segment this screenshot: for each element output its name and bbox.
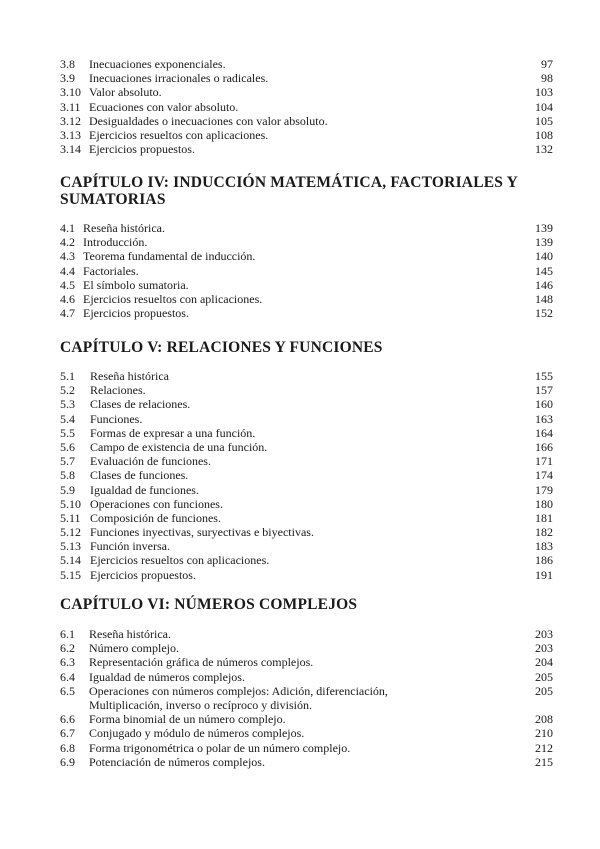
entry-title: Operaciones con números complejos: Adición, diferenciación, bbox=[89, 683, 388, 698]
toc-entry bbox=[0, 71, 600, 85]
chapter-title bbox=[60, 174, 540, 208]
entry-page: 203 bbox=[535, 641, 553, 656]
entry-page: 210 bbox=[535, 726, 553, 741]
entry-number: 5.7 bbox=[60, 454, 75, 469]
toc-entry bbox=[0, 726, 600, 740]
toc-entry bbox=[0, 670, 600, 684]
entry-page: 183 bbox=[535, 539, 553, 554]
toc-entry bbox=[0, 525, 600, 539]
entry-title: Igualdad de funciones. bbox=[90, 482, 199, 497]
entry-number: 5.3 bbox=[60, 397, 75, 412]
entry-title: Inecuaciones exponenciales. bbox=[89, 57, 226, 71]
entry-number: 4.2 bbox=[60, 235, 75, 250]
entry-page: 208 bbox=[535, 712, 553, 727]
entry-page: 174 bbox=[535, 468, 553, 483]
toc-entry bbox=[0, 454, 600, 468]
entry-title: Valor absoluto. bbox=[89, 85, 162, 100]
toc-section-6 bbox=[0, 627, 600, 769]
entry-title: Desigualdades o inecuaciones con valor absoluto. bbox=[89, 113, 328, 128]
toc-section-5 bbox=[0, 369, 600, 582]
entry-number: 6.2 bbox=[60, 641, 75, 656]
entry-page: 203 bbox=[535, 627, 553, 641]
entry-number: 5.11 bbox=[60, 510, 81, 525]
entry-number: 5.6 bbox=[60, 439, 75, 454]
chapter-title-line: CAPÍTULO V: RELACIONES Y FUNCIONES bbox=[60, 339, 383, 356]
entry-page: 215 bbox=[535, 754, 553, 769]
toc-entry bbox=[0, 483, 600, 497]
toc-section-3-continued bbox=[0, 57, 600, 156]
entry-title: Clases de funciones. bbox=[90, 468, 189, 483]
entry-number: 3.14 bbox=[60, 142, 81, 157]
entry-title: Composición de funciones. bbox=[90, 510, 221, 525]
entry-title: Inecuaciones irracionales o radicales. bbox=[89, 71, 269, 86]
entry-number: 5.2 bbox=[60, 383, 75, 398]
toc-entry bbox=[0, 306, 600, 320]
entry-number: 3.13 bbox=[60, 127, 81, 142]
entry-number: 6.1 bbox=[60, 627, 75, 641]
entry-title: Forma binomial de un número complejo. bbox=[89, 712, 286, 727]
toc-entry bbox=[0, 553, 600, 567]
entry-title: Ejercicios propuestos. bbox=[83, 306, 189, 321]
chapter-title-line: CAPÍTULO IV: INDUCCIÓN MATEMÁTICA, FACTORIALES Y bbox=[60, 174, 518, 191]
toc-entry bbox=[0, 235, 600, 249]
entry-page: 212 bbox=[535, 740, 553, 755]
toc-entry bbox=[0, 655, 600, 669]
entry-title: Relaciones. bbox=[90, 383, 146, 398]
entry-title: Reseña histórica. bbox=[83, 221, 165, 235]
entry-page: 171 bbox=[535, 454, 553, 469]
entry-number: 5.1 bbox=[60, 369, 75, 383]
entry-title: Ecuaciones con valor absoluto. bbox=[89, 99, 239, 114]
entry-number: 3.10 bbox=[60, 85, 81, 100]
toc-entry bbox=[0, 369, 600, 383]
entry-number: 6.4 bbox=[60, 669, 75, 684]
entry-number: 6.8 bbox=[60, 740, 75, 755]
toc-entry bbox=[0, 264, 600, 278]
toc-entry bbox=[0, 57, 600, 71]
toc-entry bbox=[0, 249, 600, 263]
entry-number: 3.12 bbox=[60, 113, 81, 128]
entry-title: Conjugado y módulo de números complejos. bbox=[89, 726, 305, 741]
entry-page: 145 bbox=[535, 263, 553, 278]
entry-title: Igualdad de números complejos. bbox=[89, 669, 245, 684]
entry-title: Representación gráfica de números complejos. bbox=[89, 655, 314, 670]
entry-number: 3.8 bbox=[60, 57, 75, 71]
entry-number: 6.5 bbox=[60, 683, 75, 698]
toc-entry bbox=[0, 755, 600, 769]
entry-page: 166 bbox=[535, 439, 553, 454]
entry-number: 5.10 bbox=[60, 496, 81, 511]
toc-entry bbox=[0, 568, 600, 582]
entry-title: Operaciones con funciones. bbox=[90, 496, 223, 511]
entry-page: 105 bbox=[535, 113, 553, 128]
toc-entry bbox=[0, 539, 600, 553]
entry-title: El símbolo sumatoria. bbox=[83, 277, 189, 292]
entry-page: 179 bbox=[535, 482, 553, 497]
entry-title: Función inversa. bbox=[90, 539, 170, 554]
entry-title: Formas de expresar a una función. bbox=[90, 425, 256, 440]
toc-entry bbox=[0, 641, 600, 655]
entry-page: 155 bbox=[535, 369, 553, 383]
entry-page: 164 bbox=[535, 425, 553, 440]
entry-page: 103 bbox=[535, 85, 553, 100]
entry-number: 4.6 bbox=[60, 291, 75, 306]
toc-entry bbox=[0, 627, 600, 641]
entry-page: 152 bbox=[535, 306, 553, 321]
toc-entry bbox=[0, 412, 600, 426]
entry-page: 205 bbox=[535, 683, 553, 698]
entry-number: 3.11 bbox=[60, 99, 81, 114]
toc-entry bbox=[0, 426, 600, 440]
toc-entry bbox=[0, 440, 600, 454]
entry-page: 104 bbox=[535, 99, 553, 114]
toc-entry bbox=[0, 511, 600, 525]
chapter-title bbox=[60, 339, 540, 356]
entry-page: 186 bbox=[535, 553, 553, 568]
entry-title: Reseña histórica. bbox=[89, 627, 171, 641]
entry-number: 4.5 bbox=[60, 277, 75, 292]
entry-number: 5.15 bbox=[60, 567, 81, 582]
entry-number: 5.13 bbox=[60, 539, 81, 554]
entry-title: Funciones. bbox=[90, 411, 143, 426]
entry-title: Ejercicios resueltos con aplicaciones. bbox=[83, 291, 263, 306]
entry-title: Número complejo. bbox=[89, 641, 179, 656]
entry-page: 97 bbox=[541, 57, 553, 71]
entry-page: 146 bbox=[535, 277, 553, 292]
entry-number: 5.14 bbox=[60, 553, 81, 568]
entry-page: 163 bbox=[535, 411, 553, 426]
entry-title: Potenciación de números complejos. bbox=[89, 754, 265, 769]
entry-page: 191 bbox=[535, 567, 553, 582]
entry-page: 139 bbox=[535, 221, 553, 235]
toc-entry bbox=[0, 85, 600, 99]
entry-page: 204 bbox=[535, 655, 553, 670]
chapter-title bbox=[60, 596, 540, 613]
entry-title: Ejercicios propuestos. bbox=[90, 567, 196, 582]
entry-page: 132 bbox=[535, 142, 553, 157]
entry-page: 139 bbox=[535, 235, 553, 250]
entry-title: Funciones inyectivas, suryectivas e biyectivas. bbox=[90, 525, 314, 540]
entry-title: Introducción. bbox=[83, 235, 148, 250]
entry-number: 3.9 bbox=[60, 71, 75, 86]
entry-number: 6.9 bbox=[60, 754, 75, 769]
entry-title: Factoriales. bbox=[83, 263, 139, 278]
entry-number: 5.9 bbox=[60, 482, 75, 497]
entry-number: 5.12 bbox=[60, 525, 81, 540]
entry-page: 205 bbox=[535, 669, 553, 684]
entry-number: 6.3 bbox=[60, 655, 75, 670]
toc-entry-continuation bbox=[0, 698, 600, 712]
toc-entry bbox=[0, 712, 600, 726]
entry-title: Campo de existencia de una función. bbox=[90, 439, 268, 454]
entry-title: Forma trigonométrica o polar de un número complejo. bbox=[89, 740, 351, 755]
entry-page: 157 bbox=[535, 383, 553, 398]
entry-title: Ejercicios propuestos. bbox=[89, 142, 195, 157]
toc-entry bbox=[0, 128, 600, 142]
toc-entry bbox=[0, 741, 600, 755]
entry-title: Reseña histórica bbox=[90, 369, 169, 383]
entry-page: 180 bbox=[535, 496, 553, 511]
toc-entry bbox=[0, 142, 600, 156]
entry-number: 4.4 bbox=[60, 263, 75, 278]
toc-entry bbox=[0, 397, 600, 411]
entry-page: 160 bbox=[535, 397, 553, 412]
toc-entry bbox=[0, 468, 600, 482]
chapter-title-line: CAPÍTULO VI: NÚMEROS COMPLEJOS bbox=[60, 596, 358, 613]
toc-entry bbox=[0, 114, 600, 128]
toc-entry bbox=[0, 292, 600, 306]
entry-title: Ejercicios resueltos con aplicaciones. bbox=[90, 553, 270, 568]
entry-title: Clases de relaciones. bbox=[90, 397, 191, 412]
entry-page: 181 bbox=[535, 510, 553, 525]
entry-title: Evaluación de funciones. bbox=[90, 454, 211, 469]
entry-title-continuation: Multiplicación, inverso o recíproco y división. bbox=[89, 697, 312, 712]
entry-number: 4.1 bbox=[60, 221, 75, 235]
entry-page: 140 bbox=[535, 249, 553, 264]
entry-page: 148 bbox=[535, 291, 553, 306]
entry-number: 5.5 bbox=[60, 425, 75, 440]
entry-number: 6.7 bbox=[60, 726, 75, 741]
toc-entry bbox=[0, 497, 600, 511]
toc-section-4 bbox=[0, 221, 600, 320]
entry-number: 6.6 bbox=[60, 712, 75, 727]
entry-number: 4.3 bbox=[60, 249, 75, 264]
entry-page: 108 bbox=[535, 127, 553, 142]
toc-entry bbox=[0, 221, 600, 235]
toc-entry bbox=[0, 100, 600, 114]
entry-page: 98 bbox=[541, 71, 553, 86]
entry-number: 5.8 bbox=[60, 468, 75, 483]
toc-entry bbox=[0, 684, 600, 698]
entry-number: 4.7 bbox=[60, 306, 75, 321]
entry-page: 182 bbox=[535, 525, 553, 540]
chapter-title-line: SUMATORIAS bbox=[60, 191, 166, 208]
toc-entry bbox=[0, 278, 600, 292]
entry-title: Teorema fundamental de inducción. bbox=[83, 249, 256, 264]
toc-entry bbox=[0, 383, 600, 397]
entry-number: 5.4 bbox=[60, 411, 75, 426]
entry-title: Ejercicios resueltos con aplicaciones. bbox=[89, 127, 269, 142]
